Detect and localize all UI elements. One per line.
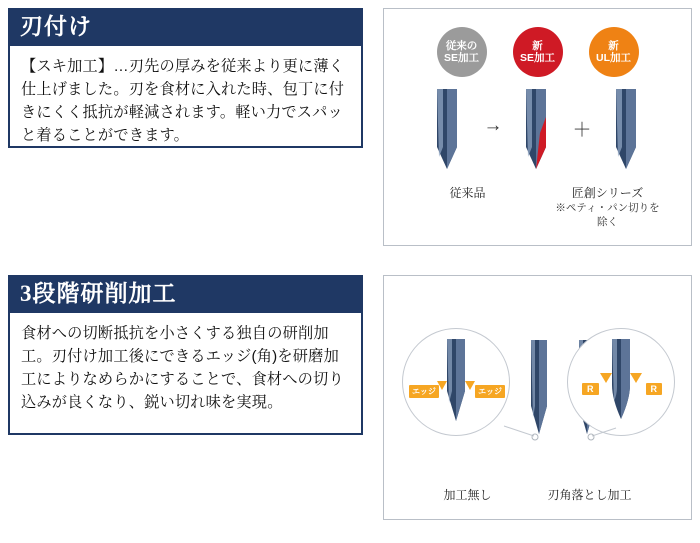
badge-line-1: 新 (608, 39, 619, 52)
badge-line-2: SE加工 (519, 52, 555, 64)
blade-new-ul-icon (602, 87, 652, 171)
caption-takumi-text: 匠創シリーズ (571, 186, 644, 200)
badge-conventional-se (437, 27, 487, 77)
arrow-symbol: → (483, 115, 503, 136)
blade-conventional (423, 87, 473, 171)
zoom-circle-no-processing (402, 328, 510, 436)
figure-blade-coating (383, 8, 692, 246)
badge-new-se (513, 27, 563, 77)
caption-takumi-series (553, 185, 663, 230)
section-1-body: 【スキ加工】…刃先の厚みを従来より更に薄く仕上げました。刃を食材に入れた時、包丁に付きにくく抵抗が軽減されます。軽い力でスパッと着ることができます。 (21, 58, 345, 145)
figure-three-stage-grinding (383, 275, 692, 520)
caption-edge-rounding: 刃角落とし加工 (547, 488, 632, 502)
plus-symbol: ＋ (572, 120, 592, 141)
blade-conventional-icon (423, 87, 473, 171)
blade-small-no-processing (522, 338, 556, 438)
section-1-title: 刃付け (10, 10, 361, 46)
badge-line-2: SE加工 (443, 52, 479, 64)
figure1-caption-row (384, 185, 691, 230)
coating-badge-row (384, 27, 691, 77)
caption-conventional-text: 従来品 (449, 186, 486, 200)
section-2-title: 3段階研削加工 (10, 277, 361, 313)
tag-edge-left: エッジ (409, 385, 439, 398)
zoom-circle-rounded-edge (567, 328, 675, 436)
blade-small-left-icon (522, 338, 556, 438)
badge-line-2: UL加工 (596, 52, 631, 64)
caption-takumi-note: ※ペティ・パン切りを除く (555, 202, 660, 229)
tag-edge-right: エッジ (475, 385, 505, 398)
caption-conventional (413, 185, 523, 230)
badge-line-1: 新 (532, 39, 543, 52)
knife-blade-row (384, 87, 691, 171)
caption-no-processing: 加工無し (443, 488, 492, 502)
blade-new-se (512, 87, 562, 171)
section-2-body: 食材への切断抵抗を小さくする独自の研削加工。刃付け加工後にできるエッジ(角)を研磨加工によりなめらかにすることで、食材への切り込みが良くなり、鋭い切れ味を実現。 (21, 325, 344, 412)
tag-r-right: R (646, 383, 663, 395)
section-2-text-panel (8, 275, 363, 435)
badge-line-1: 従来の (445, 39, 478, 52)
badge-new-ul (589, 27, 639, 77)
edge-pointer-arrows (403, 329, 509, 435)
blade-new-se-icon (512, 87, 562, 171)
figure2-caption-row (384, 486, 691, 503)
section-1-text-panel (8, 8, 363, 148)
rounded-pointer-arrows (568, 329, 674, 435)
blade-new-ul (602, 87, 652, 171)
tag-r-left: R (582, 383, 599, 395)
